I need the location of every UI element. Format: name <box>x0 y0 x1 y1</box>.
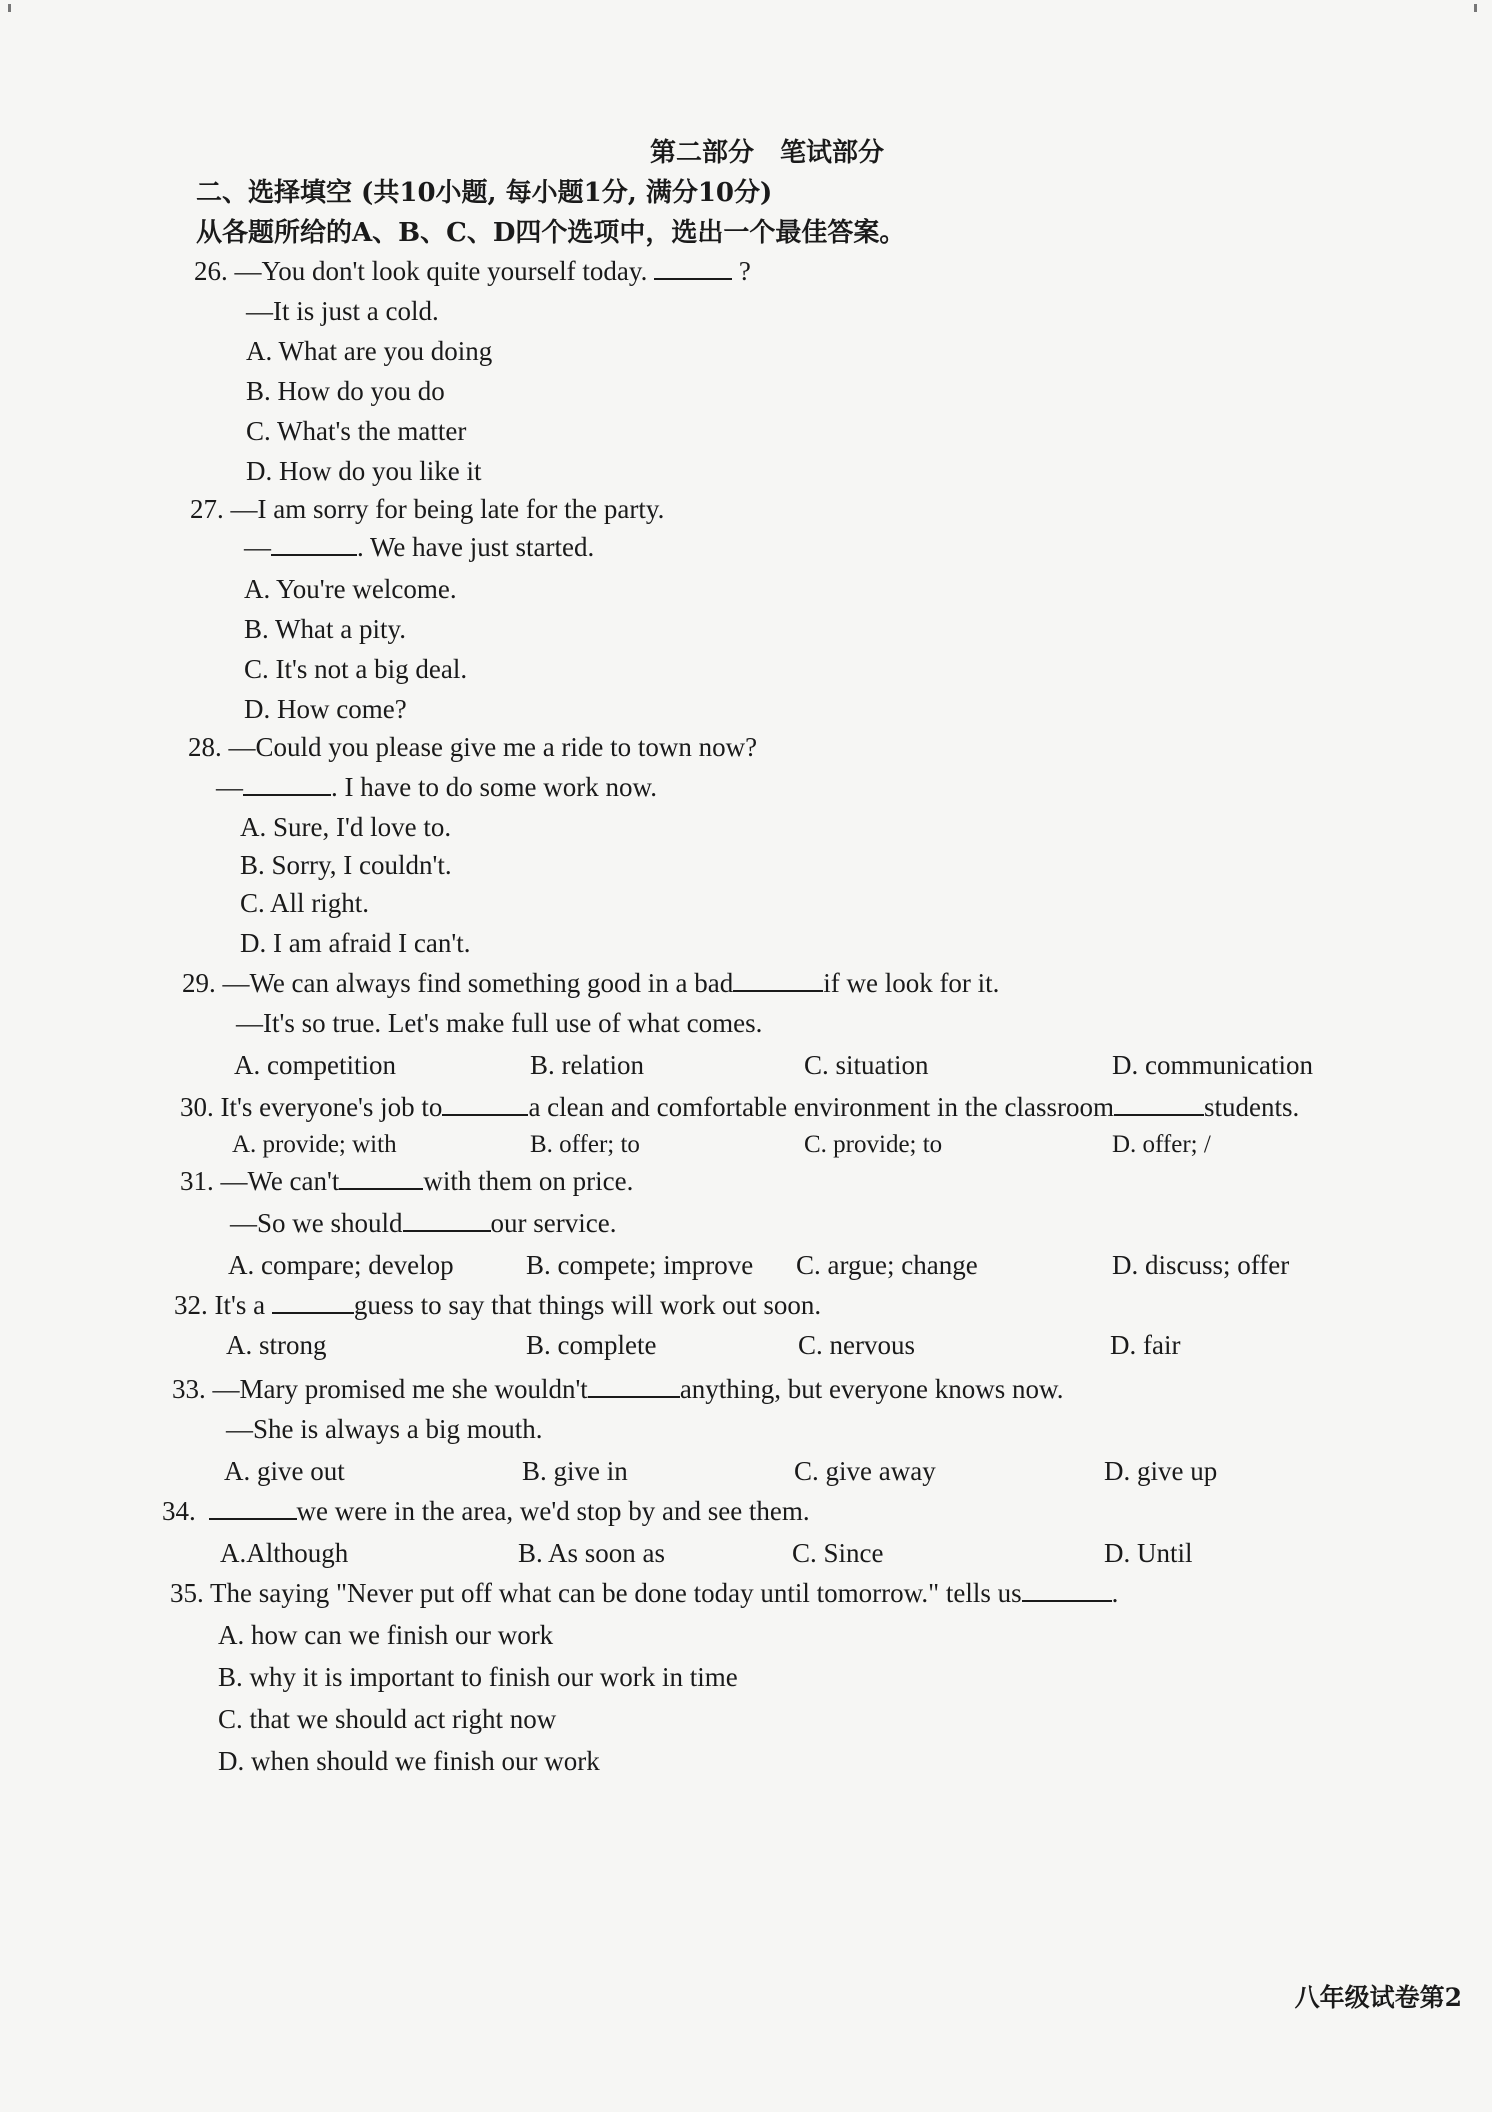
part-title: 第二部分 笔试部分 <box>650 138 885 168</box>
answer-blank <box>1114 1092 1204 1116</box>
answer-blank <box>243 772 331 796</box>
stem-text: we were in the area, we'd stop by and see them. <box>296 1496 810 1526</box>
question-number: 28. <box>188 732 222 762</box>
question-31-reply <box>230 1206 616 1240</box>
reply-text: — <box>244 532 271 562</box>
stem-text: a clean and comfortable environment in the classroom <box>528 1092 1114 1122</box>
stem-text: —Could you please give me a ride to town now? <box>228 732 758 762</box>
question-number: 33. <box>172 1374 206 1404</box>
question-number: 26. <box>194 256 228 286</box>
answer-blank <box>209 1496 297 1520</box>
question-33-stem <box>172 1372 1064 1406</box>
question-27-option-b: B. What a pity. <box>244 614 406 644</box>
question-31-option-b: B. compete; improve <box>526 1250 754 1280</box>
answer-blank <box>733 968 823 992</box>
answer-blank <box>588 1374 680 1398</box>
stem-text: —We can't <box>220 1166 340 1196</box>
stem-text: guess to say that things will work out soon. <box>353 1290 822 1320</box>
question-28-option-a: A. Sure, I'd love to. <box>240 812 452 842</box>
stem-text: —I am sorry for being late for the party. <box>230 494 665 524</box>
question-30-option-a: A. provide; with <box>232 1131 397 1158</box>
question-28-option-b: B. Sorry, I couldn't. <box>240 850 452 880</box>
instruction: 从各题所给的A、B、C、D四个选项中，选出一个最佳答案。 <box>196 218 906 248</box>
question-31-option-c: C. argue; change <box>796 1250 978 1280</box>
question-number: 35. <box>170 1578 204 1608</box>
stem-text: —Mary promised me she wouldn't <box>212 1374 588 1404</box>
question-35-option-d: D. when should we finish our work <box>218 1746 600 1776</box>
question-33-option-d: D. give up <box>1104 1456 1218 1486</box>
question-29-option-b: B. relation <box>530 1050 644 1080</box>
question-26-option-a: A. What are you doing <box>246 336 493 366</box>
stem-text: if we look for it. <box>823 968 1000 998</box>
question-29-reply: —It's so true. Let's make full use of what comes. <box>236 1008 763 1038</box>
stem-text: ? <box>738 256 751 286</box>
question-34-stem <box>162 1494 810 1528</box>
question-32-stem <box>174 1288 821 1322</box>
question-29-option-d: D. communication <box>1112 1050 1313 1080</box>
stem-text: —You don't look quite yourself today. <box>234 256 648 286</box>
question-33-option-c: C. give away <box>794 1456 936 1486</box>
reply-text: . I have to do some work now. <box>331 772 657 802</box>
answer-blank <box>442 1092 528 1116</box>
question-26-reply: —It is just a cold. <box>246 296 439 326</box>
question-30-option-d: D. offer; / <box>1112 1131 1211 1158</box>
stem-text: It's everyone's job to <box>220 1092 443 1122</box>
reply-text: . We have just started. <box>357 532 595 562</box>
question-34-option-b: B. As soon as <box>518 1538 666 1568</box>
question-27-option-a: A. You're welcome. <box>244 574 457 604</box>
question-32-option-b: B. complete <box>526 1330 657 1360</box>
stem-text: —We can always find something good in a bad <box>222 968 734 998</box>
answer-blank <box>339 1166 423 1190</box>
stem-text: students. <box>1203 1092 1300 1122</box>
reply-text: —So we should <box>230 1208 403 1238</box>
question-32-option-a: A. strong <box>226 1330 327 1360</box>
answer-blank <box>272 1290 354 1314</box>
question-35-stem <box>170 1576 1118 1610</box>
question-number: 34. <box>162 1496 196 1526</box>
scan-speck-right <box>1474 4 1477 12</box>
question-29-option-c: C. situation <box>804 1050 929 1080</box>
question-31-option-d: D. discuss; offer <box>1112 1250 1290 1280</box>
stem-text: It's a <box>214 1290 266 1320</box>
question-30-option-c: C. provide; to <box>804 1131 943 1158</box>
question-number: 29. <box>182 968 216 998</box>
question-number: 27. <box>190 494 224 524</box>
question-28-option-d: D. I am afraid I can't. <box>240 928 471 958</box>
stem-text: anything, but everyone knows now. <box>679 1374 1064 1404</box>
question-35-option-a: A. how can we finish our work <box>218 1620 554 1650</box>
question-35-option-c: C. that we should act right now <box>218 1704 557 1734</box>
question-32-option-d: D. fair <box>1110 1330 1181 1360</box>
answer-blank <box>403 1208 491 1232</box>
question-31-stem <box>180 1164 633 1198</box>
question-number: 32. <box>174 1290 208 1320</box>
page-label: 八年级试卷第2 <box>1294 1983 1462 2012</box>
question-33-option-b: B. give in <box>522 1456 628 1486</box>
question-26-stem <box>194 254 751 288</box>
question-30-stem <box>180 1090 1299 1124</box>
question-29-option-a: A. competition <box>234 1050 396 1080</box>
question-34-option-d: D. Until <box>1104 1538 1193 1568</box>
question-32-option-c: C. nervous <box>798 1330 915 1360</box>
answer-blank <box>271 532 357 556</box>
question-28-reply <box>216 770 657 804</box>
question-28-option-c: C. All right. <box>240 888 370 918</box>
question-27-reply <box>244 530 594 564</box>
question-34-option-c: C. Since <box>792 1538 884 1568</box>
question-31-option-a: A. compare; develop <box>228 1250 454 1280</box>
section-title: 二、选择填空 (共10小题, 每小题1分, 满分10分) <box>196 178 773 208</box>
question-26-option-b: B. How do you do <box>246 376 445 406</box>
stem-text: with them on price. <box>423 1166 634 1196</box>
question-27-stem <box>190 492 664 526</box>
question-26-option-c: C. What's the matter <box>246 416 467 446</box>
question-27-option-c: C. It's not a big deal. <box>244 654 468 684</box>
question-26-option-d: D. How do you like it <box>246 456 482 486</box>
stem-text: . <box>1111 1578 1119 1608</box>
question-33-reply: —She is always a big mouth. <box>226 1414 543 1444</box>
question-30-option-b: B. offer; to <box>530 1131 640 1158</box>
question-number: 30. <box>180 1092 214 1122</box>
question-28-stem <box>188 730 757 764</box>
question-number: 31. <box>180 1166 214 1196</box>
stem-text: The saying "Never put off what can be done today until tomorrow." tells us <box>210 1578 1022 1608</box>
answer-blank <box>654 256 732 280</box>
question-35-option-b: B. why it is important to finish our work in time <box>218 1662 738 1692</box>
question-29-stem <box>182 966 999 1000</box>
scan-speck-left <box>8 4 11 12</box>
reply-text: — <box>216 772 243 802</box>
answer-blank <box>1022 1578 1112 1602</box>
reply-text: our service. <box>490 1208 617 1238</box>
question-27-option-d: D. How come? <box>244 694 407 724</box>
question-33-option-a: A. give out <box>224 1456 345 1486</box>
question-34-option-a: A.Although <box>220 1538 349 1568</box>
